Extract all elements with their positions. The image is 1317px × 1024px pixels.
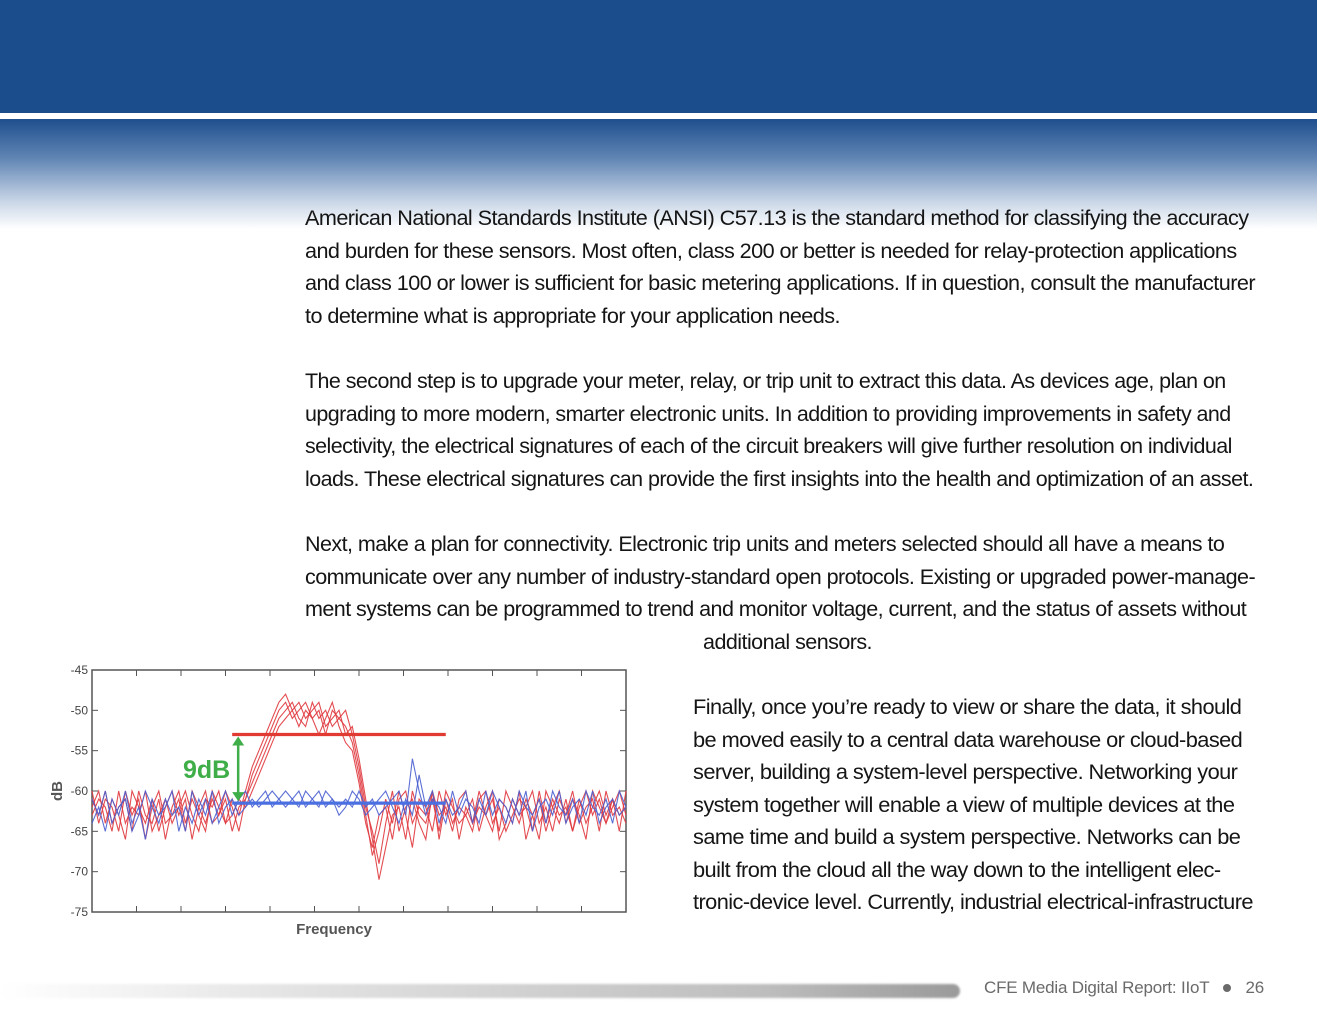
text-line: to determine what is appropriate for your application needs. [305,304,840,328]
frequency-chart [40,655,640,955]
text-line: and burden for these sensors. Most often, class 200 or better is needed for relay-protection applications [305,239,1237,263]
y-tick-label: -70 [70,864,88,879]
paragraph-ansi-standard [305,203,1255,333]
text-line: upgrading to more modern, smarter electronic units. In addition to providing improvements in safety and [305,402,1231,426]
paragraph-upgrade-step [305,366,1253,496]
text-line: be moved easily to a central data warehouse or cloud-based [693,728,1243,752]
text-line: same time and build a system perspective. Networks can be [693,826,1241,849]
gap-label: 9dB [182,755,231,784]
x-axis-label: Frequency [296,921,372,938]
y-tick-label: -60 [70,784,88,798]
text-line: and class 100 or lower is sufficient for basic metering applications. If in question, consult the manufacturer [305,272,1255,295]
text-line: tronic-device level. Currently, industrial electrical-infrastructure [693,891,1253,914]
header-band [0,0,1317,113]
frequency-chart-svg [40,655,640,955]
text-line: American National Standards Institute (ANSI) C57.13 is the standard method for classifying the accuracy [305,207,1249,230]
text-line: The second step is to upgrade your meter, relay, or trip unit to extract this data. As devices age, plan on [305,370,1226,393]
text-line: built from the cloud all the way down to the intelligent elec- [693,858,1221,882]
y-tick-label: -75 [70,905,88,919]
text-line: server, building a system-level perspective. Networking your [693,761,1238,784]
y-tick-label: -50 [70,703,88,718]
y-tick-label: -55 [70,743,88,758]
paragraph-connectivity [305,529,1255,659]
y-tick-label: -45 [70,663,88,677]
footer [984,978,1264,998]
paragraph-data-sharing [693,692,1253,920]
footer-report-title: CFE Media Digital Report: IIoT [984,978,1210,997]
y-axis-label: dB [49,781,66,801]
text-line: ment systems can be programmed to trend and monitor voltage, current, and the status of assets without [305,598,1247,621]
text-line: system together will enable a view of multiple devices at the [693,793,1235,817]
text-line: loads. These electrical signatures can provide the first insights into the health and optimization of an asset. [305,467,1254,491]
text-line: additional sensors. [703,630,872,654]
text-line: selectivity, the electrical signatures of each of the circuit breakers will give further resolution on individual [305,435,1232,458]
text-line: Finally, once you’re ready to view or share the data, it should [693,696,1242,719]
bullet-icon [1223,984,1231,992]
footer-rule [0,984,960,998]
text-line: Next, make a plan for connectivity. Electronic trip units and meters selected should all have a means to [305,533,1225,556]
y-tick-label: -65 [70,824,88,839]
text-line: communicate over any number of industry-standard open protocols. Existing or upgraded power-manage- [305,565,1256,589]
page-number: 26 [1245,978,1264,997]
